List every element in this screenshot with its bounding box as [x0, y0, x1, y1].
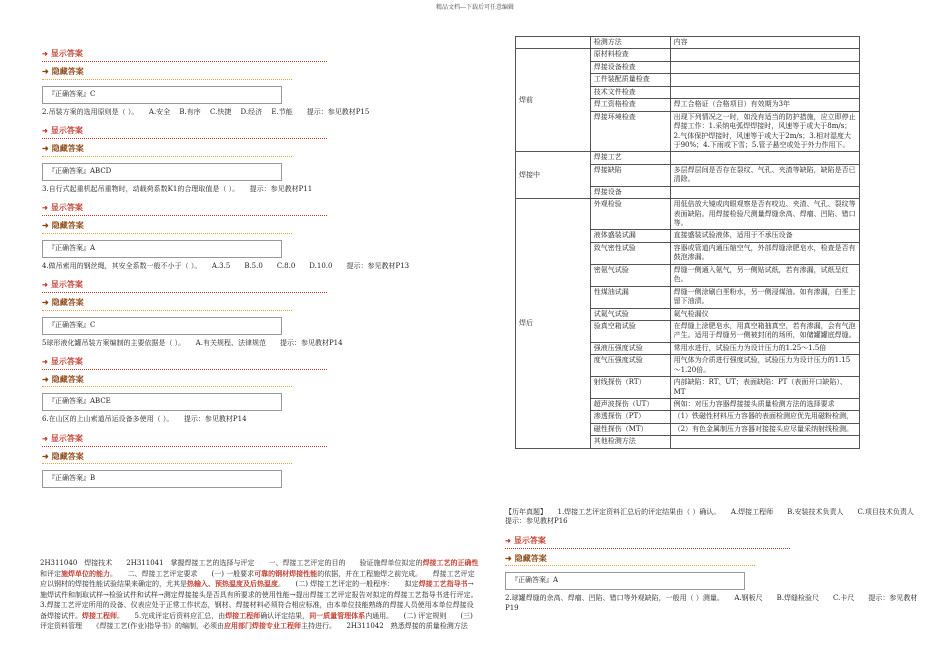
method-cell: 工件装配质量检查	[590, 74, 670, 86]
show-answer-button[interactable]: ➜ 显示答案	[42, 432, 83, 443]
table-header-row	[516, 37, 860, 49]
show-answer-button[interactable]: ➜ 显示答案	[42, 201, 83, 212]
inspection-table	[515, 36, 860, 449]
method-cell: 焊接设备	[590, 186, 670, 198]
method-cell: 焊接工艺	[590, 152, 670, 164]
divider	[42, 386, 292, 387]
arrow-icon: ➜	[42, 356, 48, 366]
qa-block-2	[42, 125, 492, 194]
method-cell: 度气压强度试验	[590, 355, 670, 377]
arrow-icon: ➜	[42, 279, 48, 289]
hide-answer-button[interactable]: ➜ 隐藏答案	[505, 552, 547, 563]
divider	[42, 61, 327, 62]
content-cell: 例如：对压力容器焊接接头质量检测方法的选择要求	[670, 399, 859, 411]
stage-cell: 焊接中	[516, 152, 591, 199]
method-cell: 焊接设备检查	[590, 61, 670, 73]
content-cell	[670, 436, 859, 448]
history-question: 【历年真题】 1.焊接工艺评定资料汇总后的评定结果由（ ）确认。 A.焊接工程师 B.安装技术负责人 C.项目技术负责人 提示：参见教材P16	[505, 508, 928, 526]
arrow-icon: ➜	[42, 451, 49, 462]
content-cell: 出现下列情况之一时，如没有适当的防护措施，应立即停止焊接工作：1.采纳电弧焊焊接时，风速等于或大于8m/s；2.气体保护焊接时，风速等于或大于2m/s；3.相对湿度大于90%；4.下雨或下雪；5.管子悬空或处于外力作用下。	[670, 111, 859, 152]
arrow-icon: ➜	[42, 48, 48, 58]
divider	[42, 310, 292, 311]
table-header-cell: 内容	[670, 37, 859, 49]
method-cell: 液体盛装试漏	[590, 230, 670, 242]
answer-box: 『正确答案』B	[42, 470, 282, 488]
content-cell	[670, 152, 859, 164]
question-text: 6.在山区的上山索道吊运设备多使用（ ）。 提示：参见教材P14	[42, 415, 247, 424]
hide-answer-button[interactable]: ➜ 隐藏答案	[42, 143, 84, 154]
content-cell: 焊缝一侧涂刷白垩粉水，另一侧浸煤油。如有渗漏，白垩上留下油渍。	[670, 286, 859, 308]
page-header: 精品文档---下载后可任意编辑	[435, 4, 515, 11]
qa-block-3	[42, 202, 492, 271]
stage-cell: 焊后	[516, 199, 591, 449]
method-cell: 超声波探伤（UT）	[590, 399, 670, 411]
answer-box: 『正确答案』ABCD	[42, 163, 282, 181]
method-cell: 致气密性试验	[590, 242, 670, 264]
arrow-icon: ➜	[42, 66, 49, 77]
hide-answer-button[interactable]: ➜ 隐藏答案	[42, 66, 84, 77]
welding-section-text: 2H311040 焊接技术 2H311041 掌握焊接工艺的选择与评定 一、焊接工艺评定的目的 验证施焊单位拟定的焊接工艺的正确性和评定施焊单位的能力。 二、焊接工艺评定要求 (一) 一般要求可靠的钢材焊接性能的依据，并在工程施焊之前完成。 焊接工艺评定应以钢材的焊接性能试验结果来确定的，尤其是热输入、预热温度及后热温度。 (二) 焊接工艺评定的一般程序： 拟定焊接工艺指导书→施焊试件和制取试样→检验试件和试样→测定焊接接头是否具有所要求的使用性能→提出焊接工艺评定报告对拟定的焊接工艺指导书进行评定。 3.焊接工艺评定所用的设备、仪表应处于正常工作状态，钢材、焊接材料必须符合相应标准，由本单位技能熟练的焊接人员使用本单位焊接设备焊接试件。焊接工程师。 5.完成评定后资料应汇总，由焊接工程师确认评定结果，同一质量管理体系内通用。 (二) 评定规则 (三) 评定资料管理 《焊接工艺(作业)指导书》的编制，必须由应用部门焊接专业工程师主持进行。 2H311042 熟悉焊接的质量检测方法	[40, 558, 489, 630]
question-text: 4.做吊索用的钢丝绳，其安全系数一般不小于（ ）。 A.3.5 B.5.0 C.8.0 D.10.0 提示：参见教材P13	[42, 261, 410, 270]
content-cell: 内部缺陷：RT、UT；表面缺陷：PT（表面开口缺陷）、MT	[670, 377, 859, 399]
content-cell: 多层焊层间是否存在裂纹、气孔、夹渣等缺陷，缺陷是否已清除。	[670, 164, 859, 186]
answer-box: 『正确答案』C	[42, 317, 282, 335]
content-cell: 直接盛装试验液体，适用于不承压设备	[670, 230, 859, 242]
qa-block-1	[42, 48, 492, 117]
arrow-icon: ➜	[505, 535, 511, 545]
table-row	[516, 49, 860, 61]
content-cell: （2）有色金属制压力容器对接接头应尽量采纳射线检测。	[670, 423, 859, 435]
qa-block-4	[42, 279, 492, 348]
method-cell: 密氨气试验	[590, 264, 670, 286]
answer-box: 『正确答案』C	[42, 86, 282, 104]
arrow-icon: ➜	[42, 433, 48, 443]
divider	[42, 369, 327, 370]
divider	[42, 156, 292, 157]
divider	[42, 215, 327, 216]
method-cell: 焊工资格检查	[590, 99, 670, 111]
method-cell: 焊接环境检查	[590, 111, 670, 152]
right-lower	[505, 504, 928, 615]
method-cell: 技术文件检查	[590, 86, 670, 98]
question-text: 5球形液化罐吊装方案编制的主要依据是（ ）。 A.有关规程、法律规范 提示：参见教材P14	[42, 338, 343, 347]
method-cell: 射线探伤（RT）	[590, 377, 670, 399]
method-cell: 焊接缺陷	[590, 164, 670, 186]
method-cell: 渗透探伤（PT）	[590, 411, 670, 423]
table-body	[516, 37, 860, 449]
content-cell: 用气体为介质进行强度试验，试验压力为设计压力的1.15～1.20倍。	[670, 355, 859, 377]
hide-answer-button[interactable]: ➜ 隐藏答案	[42, 451, 84, 462]
arrow-icon: ➜	[42, 220, 49, 231]
table-row	[516, 152, 860, 164]
content-cell: 焊缝一侧通入氨气，另一侧贴试纸，若有渗漏，试纸呈红色。	[670, 264, 859, 286]
content-cell: （1）铁磁性材料压力容器的表面检测应优先用磁粉检测，	[670, 411, 859, 423]
divider	[505, 548, 790, 549]
divider	[505, 565, 755, 566]
stage-cell: 焊前	[516, 49, 591, 152]
method-cell: 强液压强度试验	[590, 342, 670, 354]
divider	[42, 79, 292, 80]
arrow-icon: ➜	[42, 297, 49, 308]
method-cell: 其他检测方法	[590, 436, 670, 448]
question-text: 2.球罐焊缝的余高、焊瘤、凹陷、错口等外观缺陷，一般用（ ）测量。 A.钢板尺 B.焊缝检验尺 C.卡尺 提示：参见教材P19	[505, 594, 918, 612]
divider	[42, 292, 327, 293]
divider	[42, 138, 327, 139]
arrow-icon: ➜	[42, 202, 48, 212]
show-answer-button[interactable]: ➜ 显示答案	[42, 48, 83, 58]
method-cell: 性煤油试漏	[590, 286, 670, 308]
method-cell: 原材料检查	[590, 49, 670, 61]
method-cell: 验真空箱试验	[590, 320, 670, 342]
content-cell: 氦气检漏仪	[670, 308, 859, 320]
content-cell: 容器或管道内通压缩空气，外部焊缝涂肥皂水，检查是否有鼓泡渗漏。	[670, 242, 859, 264]
hide-answer-button[interactable]: ➜ 隐藏答案	[42, 297, 84, 308]
arrow-icon: ➜	[42, 143, 49, 154]
qa-block-5	[42, 356, 492, 425]
content-cell	[670, 86, 859, 98]
answer-box: 『正确答案』A	[42, 240, 282, 258]
question-text: 3.自行式起重机起吊重物时，动载荷系数K1的合理取值是（ ）。 提示：参见教材P11	[42, 184, 313, 193]
question-text: 2.吊装方案的选用原则是（ ）。 A.安全 B.有序 C.快捷 D.经济 E.节能 提示：参见教材P15	[42, 107, 370, 116]
arrow-icon: ➜	[505, 552, 512, 563]
divider	[42, 463, 292, 464]
answer-box: 『正确答案』ABCE	[42, 393, 282, 411]
hide-answer-button[interactable]: ➜ 隐藏答案	[42, 374, 84, 385]
content-cell: 常用水进行，试验压力为设计压力的1.25～1.5倍	[670, 342, 859, 354]
arrow-icon: ➜	[42, 125, 48, 135]
arrow-icon: ➜	[42, 374, 49, 385]
hide-answer-button[interactable]: ➜ 隐藏答案	[42, 220, 84, 231]
show-answer-button[interactable]: ➜ 显示答案	[42, 278, 83, 289]
table-row	[516, 199, 860, 230]
qa-block-right	[505, 535, 925, 613]
table-header-cell	[516, 37, 591, 49]
content-cell	[670, 61, 859, 73]
answer-box: 『正确答案』A	[505, 572, 745, 590]
qa-block-6	[42, 433, 492, 489]
content-cell: 焊工合格证（合格项目）有效期为3年	[670, 99, 859, 111]
content-cell: 在焊缝上涂肥皂水，用真空箱抽真空，若有渗漏，会有气泡产生。适用于焊缝另一侧被封闭的场所，如储罐罐底焊缝。	[670, 320, 859, 342]
content-cell	[670, 74, 859, 86]
content-cell: 用低倍放大镜或肉眼观察是否有咬边、夹渣、气孔、裂纹等表面缺陷。用焊接检验尺测量焊缝余高、焊瘤、凹陷、错口等。	[670, 199, 859, 230]
content-cell	[670, 49, 859, 61]
method-cell: 试氦气试验	[590, 308, 670, 320]
method-cell: 外观检验	[590, 199, 670, 230]
method-cell: 磁性探伤（MT）	[590, 423, 670, 435]
divider	[42, 446, 327, 447]
show-answer-button[interactable]: ➜ 显示答案	[42, 124, 83, 135]
table-header-cell: 检测方法	[590, 37, 670, 49]
show-answer-button[interactable]: ➜ 显示答案	[42, 355, 83, 366]
left-column	[42, 48, 492, 496]
show-answer-button[interactable]: ➜ 显示答案	[505, 534, 546, 545]
divider	[42, 233, 292, 234]
content-cell	[670, 186, 859, 198]
